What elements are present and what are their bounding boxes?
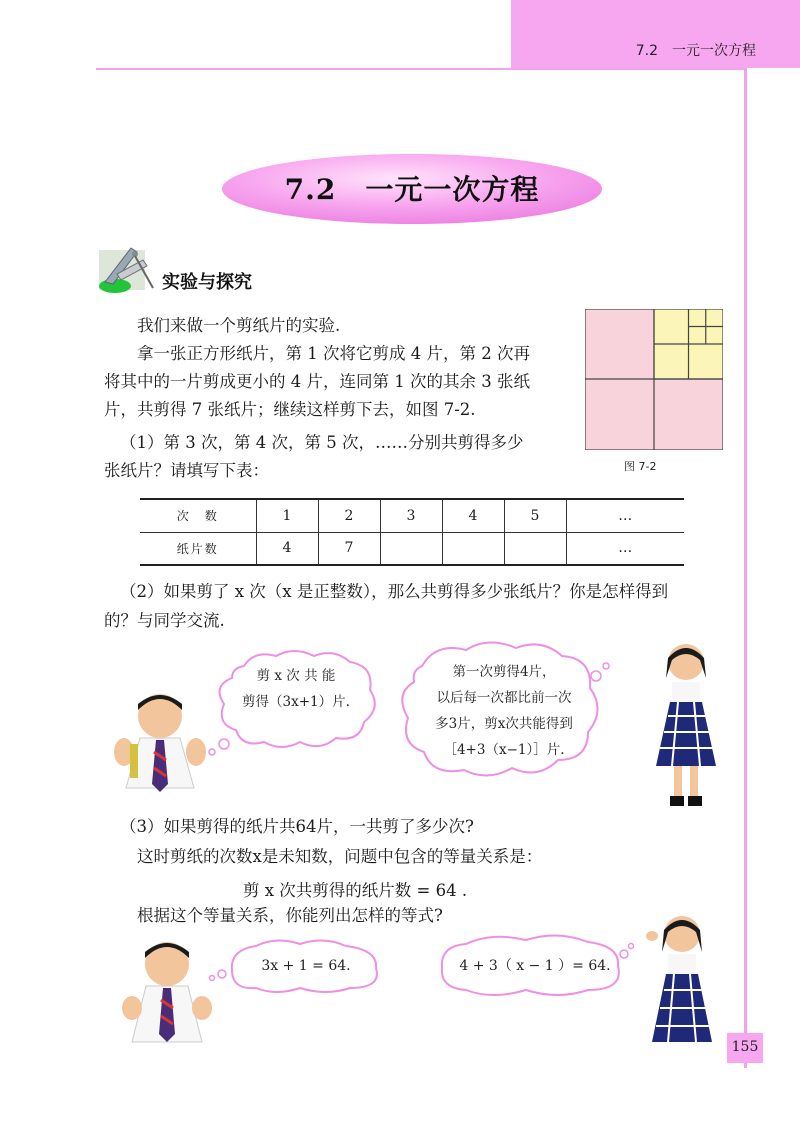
equation-girl: 4 + 3（ x − 1 ）= 64.	[459, 958, 611, 974]
bubble-text: 剪 x 次 共 能	[256, 668, 336, 684]
table-cell	[442, 532, 504, 565]
table-cell: 4	[256, 532, 318, 565]
bubble-text: 以后每一次都比前一次	[436, 690, 572, 706]
section-heading: 实验与探究	[162, 272, 252, 293]
question-3-line: 根据这个等量关系，你能列出怎样的等式?	[137, 906, 443, 925]
figure-7-2	[585, 309, 723, 450]
header-divider	[96, 68, 746, 70]
table-cell: 4	[442, 499, 504, 532]
table-cell: 3	[380, 499, 442, 532]
table-cell: …	[566, 532, 684, 565]
row-header: 纸片数	[140, 532, 256, 565]
page-title: 7.2 一元一次方程	[284, 173, 540, 206]
row-header: 次 数	[140, 499, 256, 532]
question-2-line: （2）如果剪了 x 次（x 是正整数），那么共剪得多少张纸片？你是怎样得到	[120, 582, 669, 601]
equality-relation: 剪 x 次共剪得的纸片数 = 64 .	[243, 881, 468, 900]
paragraph-intro: 我们来做一个剪纸片的实验.	[137, 316, 341, 335]
table-cell	[380, 532, 442, 565]
figure-caption: 图 7-2	[624, 460, 657, 473]
question-1-line: （1）第 3 次，第 4 次，第 5 次，……分别共剪得多少	[120, 433, 524, 452]
table-row	[140, 532, 684, 565]
boy-illustration	[110, 688, 210, 800]
bubble-text: 多3片，剪x次共能得到	[435, 716, 573, 732]
question-3-line: （3）如果剪得的纸片共64片，一共剪了多少次?	[120, 817, 474, 836]
question-2-line: 的？与同学交流.	[104, 611, 225, 630]
thought-bubble	[392, 636, 614, 786]
bubble-text: ［4+3（x−1）］片.	[443, 742, 565, 758]
count-table	[140, 498, 684, 566]
table-cell: 5	[504, 499, 566, 532]
table-cell: …	[566, 499, 684, 532]
girl-illustration	[648, 636, 724, 814]
table-cell: 7	[318, 532, 380, 565]
triangle-compass-icon	[97, 244, 157, 296]
table-row	[140, 499, 684, 532]
boy-illustration	[118, 938, 216, 1048]
girl-illustration	[642, 908, 720, 1042]
question-1-line: 张纸片？请填写下表：	[104, 461, 269, 480]
table-cell	[504, 532, 566, 565]
page-number: 155	[731, 1039, 759, 1055]
bubble-text: 第一次剪得4片，	[452, 664, 556, 680]
table-cell: 2	[318, 499, 380, 532]
side-divider	[744, 68, 747, 1068]
bubble-text: 剪得（3x+1）片.	[242, 694, 350, 710]
paragraph-line: 片，共剪得 7 张纸片；继续这样剪下去，如图 7-2.	[104, 400, 476, 419]
paragraph-line: 将其中的一片剪成更小的 4 片，连同第 1 次的其余 3 张纸	[104, 372, 530, 391]
paragraph-line: 拿一张正方形纸片，第 1 次将它剪成 4 片，第 2 次再	[137, 344, 530, 363]
table-cell: 1	[256, 499, 318, 532]
running-title: 7.2 一元一次方程	[635, 43, 756, 59]
equation-boy: 3x + 1 = 64.	[261, 958, 351, 974]
question-3-line: 这时剪纸的次数x是未知数，问题中包含的等量关系是：	[137, 847, 543, 866]
